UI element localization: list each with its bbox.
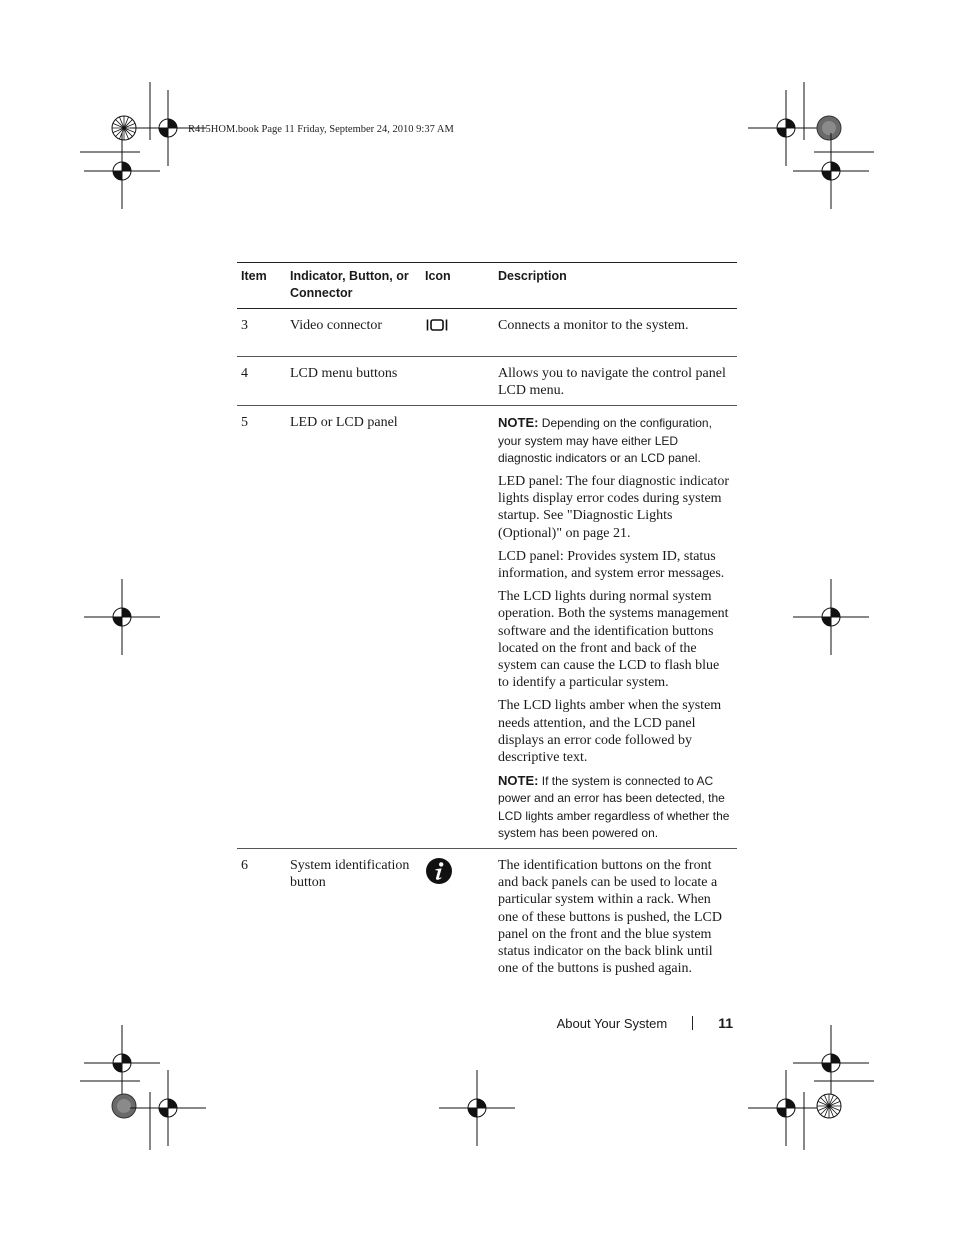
note-label: NOTE:	[498, 773, 539, 789]
page-footer	[557, 1015, 733, 1031]
row-item-number: 5	[237, 406, 286, 849]
header-description: Description	[494, 263, 737, 309]
row-description: Connects a monitor to the system.	[494, 309, 737, 357]
row-item-number: 6	[241, 858, 248, 874]
note	[498, 414, 733, 467]
description-paragraph: LED panel: The four diagnostic indicator lights display error codes during system startup. See "Diagnostic Lights (Optional)" on page 21.	[498, 474, 730, 541]
info-icon	[425, 857, 490, 885]
description-paragraph: The LCD lights during normal system operation. Both the systems management software and the identification buttons located on the front and back of the system can cause the LCD to flash blue to identify a particular system.	[498, 589, 729, 691]
table-row	[237, 406, 737, 849]
row-item-number: 4	[237, 357, 286, 406]
indicator-table	[237, 262, 737, 984]
note	[498, 772, 733, 842]
table-row	[237, 849, 737, 984]
row-name: Video connector	[286, 309, 421, 357]
video-connector-icon	[425, 317, 490, 333]
note-text: Depending on the configuration, your system may have either LED diagnostic indicators or an LCD panel.	[498, 416, 712, 465]
header-item: Item	[237, 263, 286, 309]
description-paragraph: LCD panel: Provides system ID, status information, and system error messages.	[498, 548, 725, 582]
row-description: The identification buttons on the front and back panels can be used to locate a particular system within a rack. When one of these buttons is pushed, the LCD panel on the front and the blue system status indicator on the back blink until one of the buttons is pushed again.	[498, 858, 722, 977]
row-item-number: 3	[237, 309, 286, 357]
footer-separator	[692, 1016, 693, 1030]
row-description: Allows you to navigate the control panel LCD menu.	[494, 357, 737, 406]
row-name: LCD menu buttons	[286, 357, 421, 406]
description-paragraph: The LCD lights amber when the system needs attention, and the LCD panel displays an error code followed by descriptive text.	[498, 698, 722, 766]
header-icon: Icon	[421, 263, 494, 309]
row-name: System identification button	[290, 858, 410, 891]
row-description	[494, 406, 737, 849]
header-indicator: Indicator, Button, or Connector	[286, 263, 421, 309]
note-label: NOTE:	[498, 415, 539, 431]
table-row	[237, 357, 737, 406]
table-header-row	[237, 263, 737, 309]
page-number: 11	[718, 1015, 733, 1031]
row-name: LED or LCD panel	[286, 406, 421, 849]
table-row	[237, 309, 737, 357]
footer-section-title: About Your System	[556, 1015, 668, 1031]
print-header: R415HOM.book Page 11 Friday, September 24, 2010 9:37 AM	[188, 124, 454, 135]
note-text: If the system is connected to AC power and an error has been detected, the LCD lights amber regardless of whether the system has been powered on.	[498, 774, 730, 840]
